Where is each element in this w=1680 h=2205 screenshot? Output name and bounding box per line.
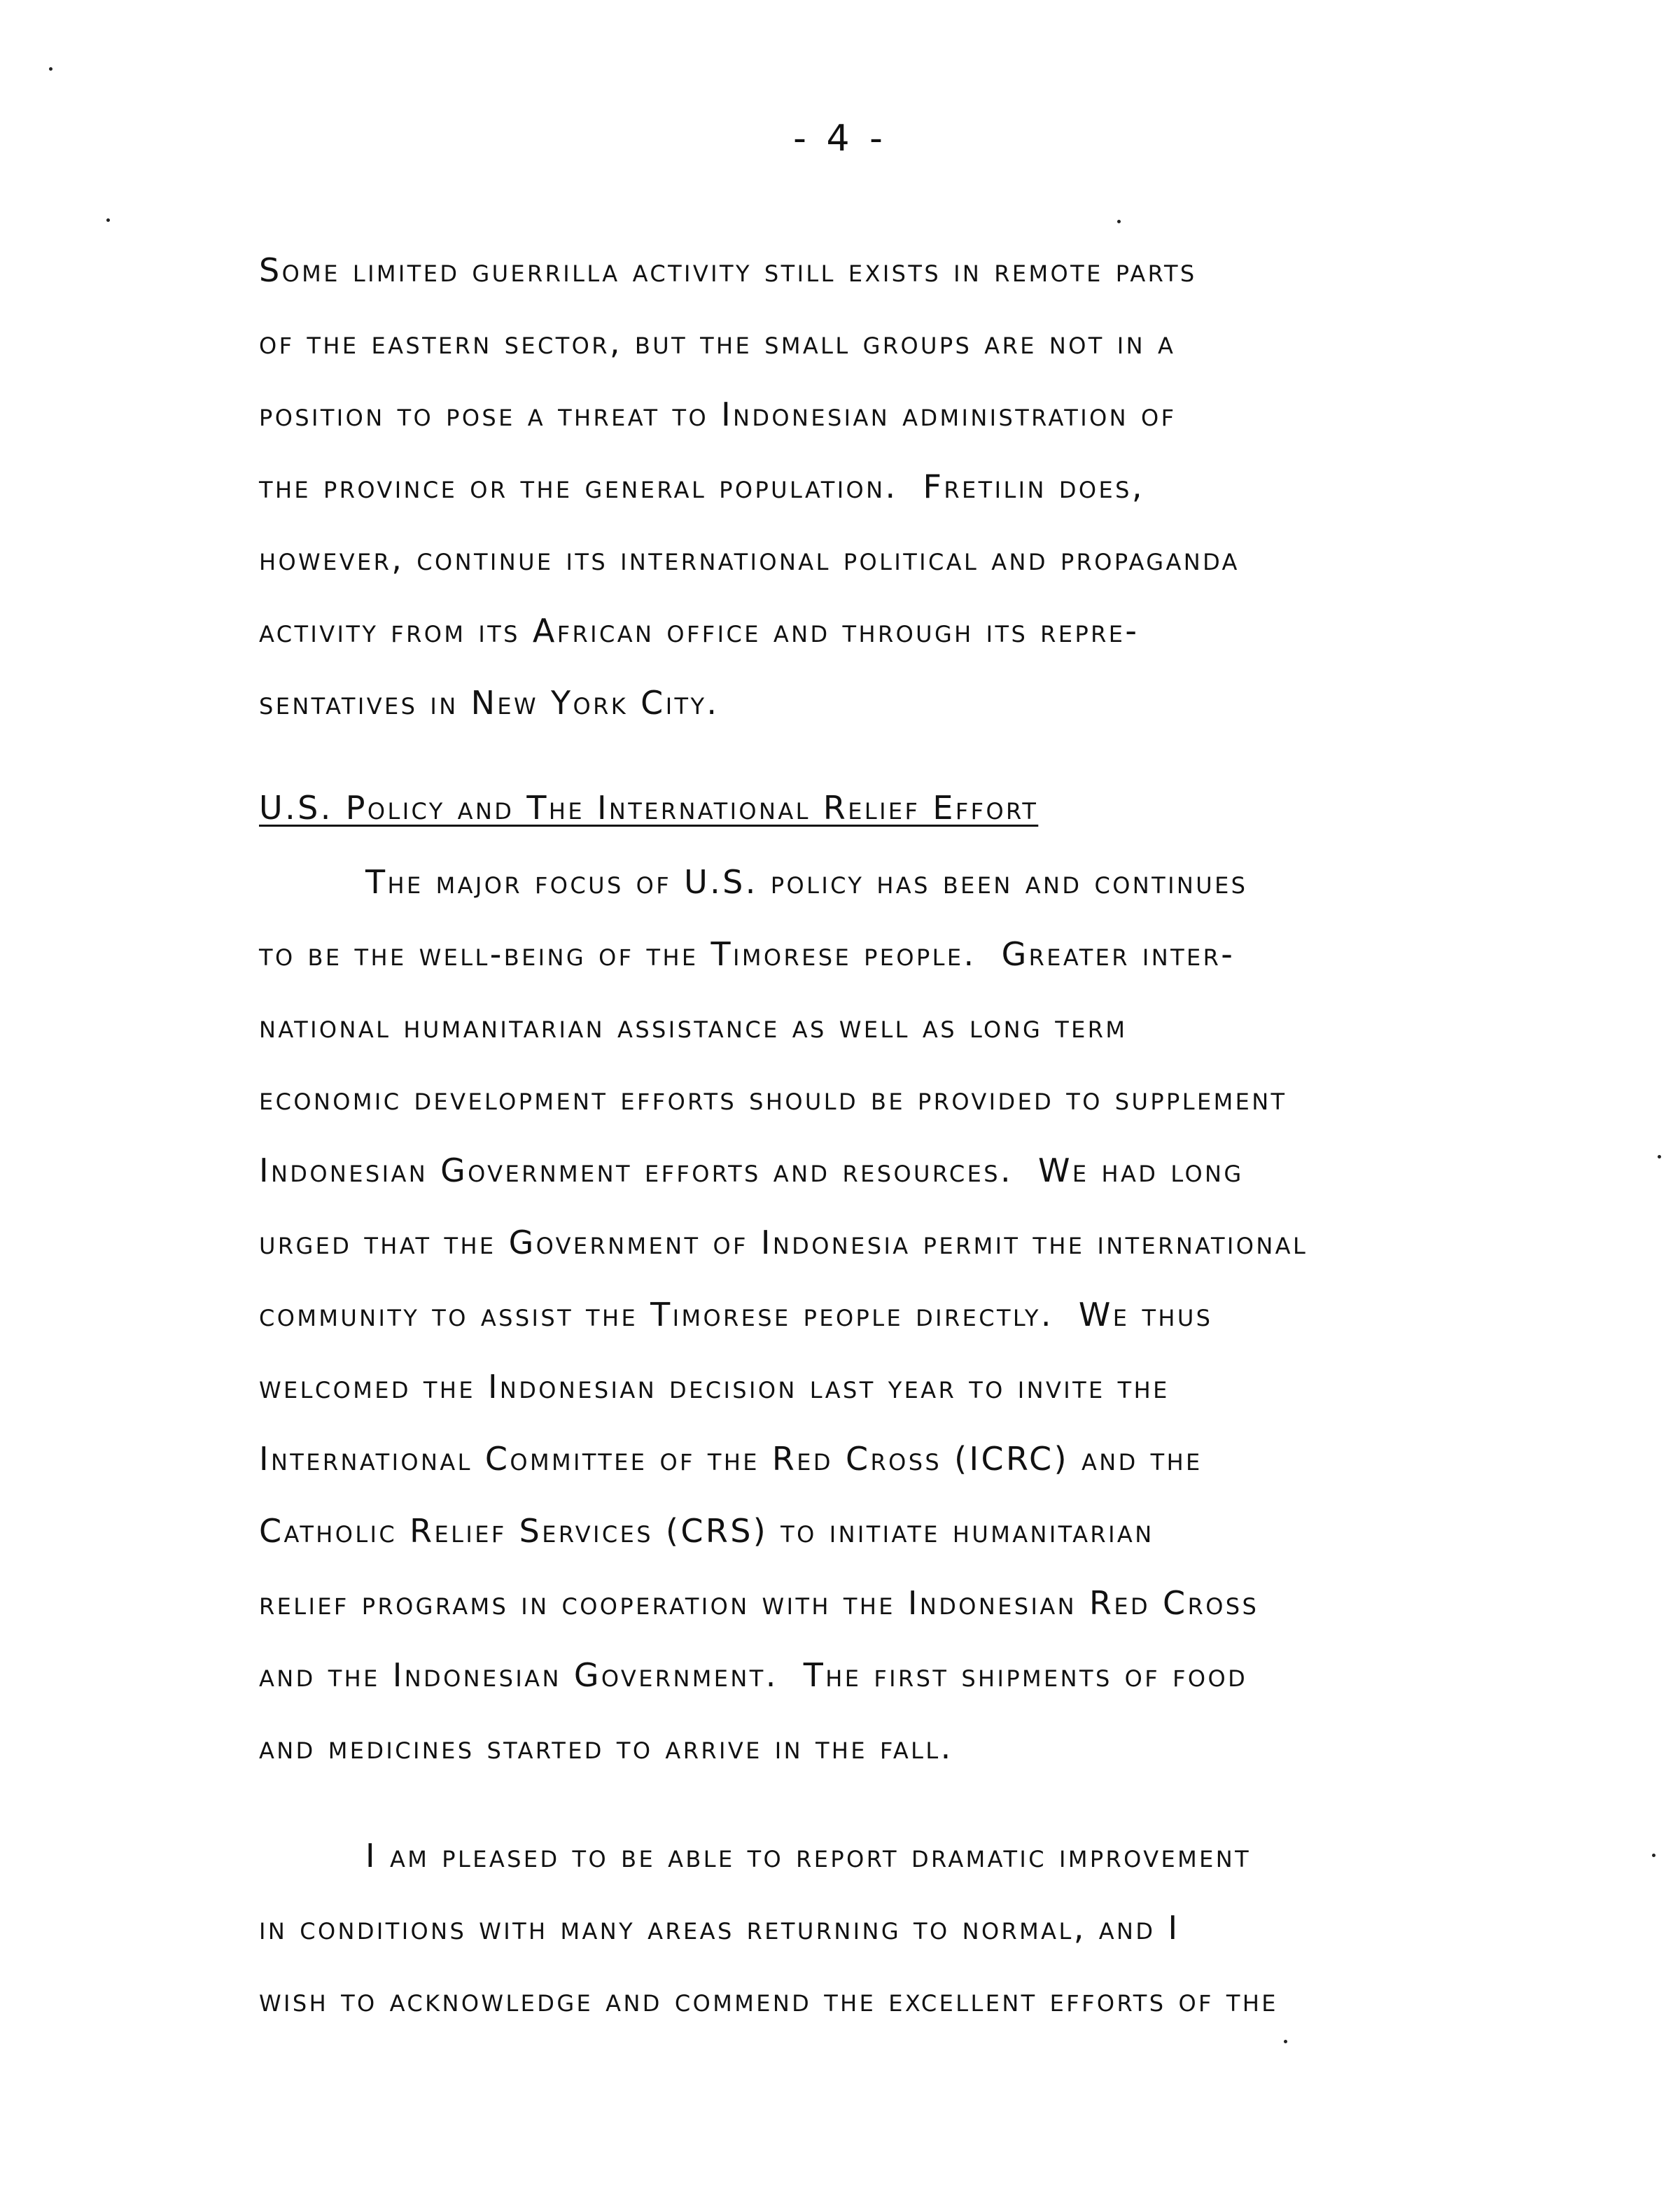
paragraph-line: sentatives in New York City.: [259, 684, 720, 722]
scan-speck: [1658, 1155, 1661, 1158]
scan-speck: [106, 218, 110, 222]
paragraph-line: welcomed the Indonesian decision last year to invite the: [259, 1368, 1170, 1406]
paragraph-line: International Committee of the Red Cross (ICRC) and the: [259, 1440, 1203, 1478]
paragraph-line: to be the well-being of the Timorese people. Greater inter-: [259, 935, 1236, 973]
scan-speck: [1117, 220, 1121, 223]
paragraph-line: Indonesian Government efforts and resources. We had long: [259, 1152, 1244, 1189]
paragraph-line: urged that the Government of Indonesia permit the international: [259, 1224, 1308, 1261]
paragraph-line: Catholic Relief Services (CRS) to initiate humanitarian: [259, 1512, 1154, 1550]
paragraph-line: however, continue its international political and propaganda: [259, 540, 1240, 578]
paragraph-line: economic development efforts should be provided to supplement: [259, 1079, 1287, 1117]
paragraph-line: of the eastern sector, but the small groups are not in a: [259, 323, 1176, 361]
paragraph-line: the province or the general population. Fretilin does,: [259, 468, 1144, 505]
scan-speck: [1284, 2040, 1287, 2043]
scan-speck: [49, 67, 52, 71]
scan-speck: [1652, 1854, 1656, 1857]
paragraph-line: I am pleased to be able to report dramatic improvement: [365, 1837, 1252, 1875]
paragraph-line: relief programs in cooperation with the Indonesian Red Cross: [259, 1584, 1259, 1622]
paragraph-line: and the Indonesian Government. The first shipments of food: [259, 1656, 1248, 1694]
paragraph-line: national humanitarian assistance as well as long term: [259, 1007, 1128, 1045]
page-number: - 4 -: [793, 118, 887, 160]
paragraph-line: community to assist the Timorese people directly. We thus: [259, 1296, 1213, 1334]
paragraph-line: wish to acknowledge and commend the excellent efforts of the: [259, 1981, 1278, 2019]
paragraph-line: The major focus of U.S. policy has been and continues: [365, 863, 1248, 901]
paragraph-line: in conditions with many areas returning to normal, and I: [259, 1909, 1180, 1947]
paragraph-line: Some limited guerrilla activity still exists in remote parts: [259, 251, 1197, 289]
paragraph-line: position to pose a threat to Indonesian administration of: [259, 396, 1177, 433]
paragraph-line: activity from its African office and through its repre-: [259, 612, 1140, 650]
paragraph-line: and medicines started to arrive in the fall.: [259, 1728, 953, 1766]
section-heading: U.S. Policy and The International Relief Effort: [259, 789, 1039, 827]
